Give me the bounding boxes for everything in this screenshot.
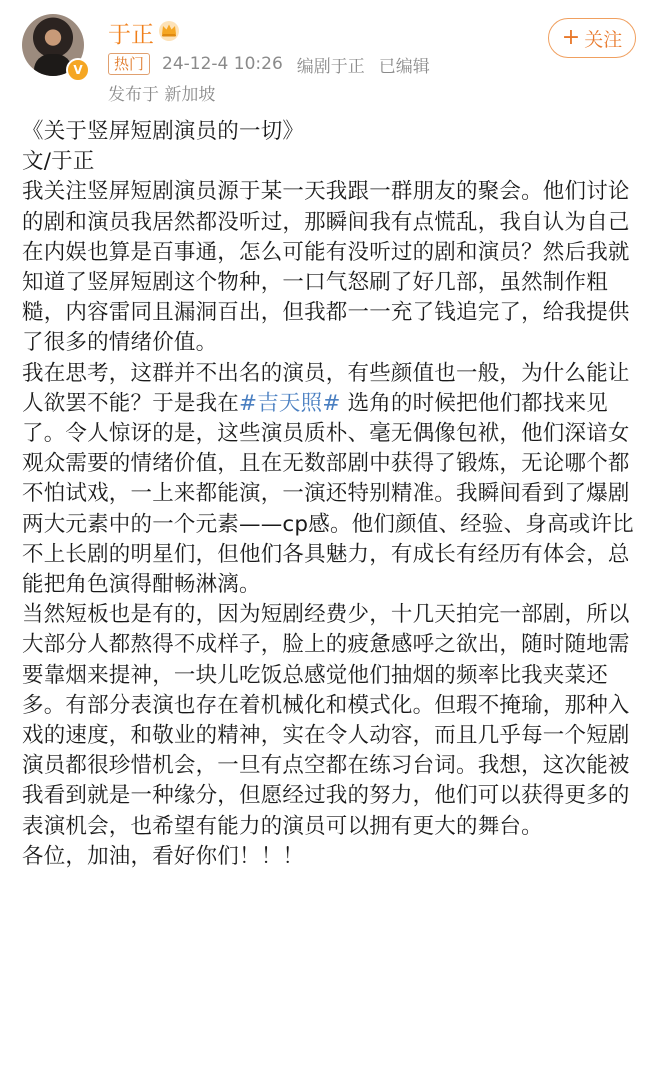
post-paragraph-4: 各位，加油，看好你们！！！ <box>22 843 305 869</box>
post-body <box>22 117 642 872</box>
post-byline: 文/于正 <box>22 149 95 175</box>
paragraph-2-text-after: 选角的时候把他们都找来见了。令人惊讶的是，这些演员质朴、毫无偶像包袱，他们深谙女观众需要的情绪价值，且在无数部剧中获得了锻炼，无论哪个都不怕试戏，一上来都能演，一演还特别精准。我瞬间看到了爆剧两大元素中的一个元素——cp感。他们颜值、经验、身高或许比不上长剧的明星们，但他们各具魅力，有成长有经历有体会，总能把角色演得酣畅淋漓。 <box>22 390 634 598</box>
follow-button[interactable] <box>548 18 636 58</box>
post-source: 编剧于正 <box>296 56 365 77</box>
username[interactable]: 于正 <box>108 22 154 48</box>
edited-label[interactable]: 已编辑 <box>378 56 430 77</box>
hot-badge: 热门 <box>108 53 150 75</box>
hashtag-link[interactable]: #吉天照# <box>239 390 341 416</box>
post-location: 发布于 新加坡 <box>108 85 216 105</box>
crown-icon <box>157 18 181 42</box>
paragraph-2-text-before: 我在思考，这群并不出名的演员，有些颜值也一般，为什么能让人欲罢不能？于是我在 <box>22 360 630 416</box>
post-paragraph-1: 我关注竖屏短剧演员源于某一天我跟一群朋友的聚会。他们讨论的剧和演员我居然都没听过，那瞬间我有点慌乱，我自认为自己在内娱也算是百事通，怎么可能有没听过的剧和演员？然后我就知道了竖屏短剧这个物种，一口气怒刷了好几部，虽然制作粗糙，内容雷同且漏洞百出，但我都一一充了钱追完了，给我提供了很多的情绪价值。 <box>22 179 630 356</box>
post-header <box>0 0 660 120</box>
post-paragraph-2 <box>22 359 642 601</box>
post-title: 《关于竖屏短剧演员的一切》 <box>22 119 305 144</box>
follow-button-label: 关注 <box>584 28 623 51</box>
verified-badge-icon: V <box>66 58 90 82</box>
post-timestamp: 24-12-4 10:26 <box>162 54 283 74</box>
post-meta <box>108 52 430 76</box>
post-paragraph-3: 当然短板也是有的，因为短剧经费少，十几天拍完一部剧，所以大部分人都熬得不成样子，脸上的疲惫感呼之欲出，随时随地需要靠烟来提神，一块儿吃饭总感觉他们抽烟的频率比我夹菜还多。有部分表演也存在着机械化和模式化。但瑕不掩瑜，那种入戏的速度，和敬业的精神，实在令人动容，而且几乎每一个短剧演员都很珍惜机会，一旦有点空都在练习台词。我想，这次能被我看到就是一种缘分，但愿经过我的努力，他们可以获得更多的表演机会，也希望有能力的演员可以拥有更大的舞台。 <box>22 602 630 839</box>
plus-icon: + <box>561 25 581 50</box>
